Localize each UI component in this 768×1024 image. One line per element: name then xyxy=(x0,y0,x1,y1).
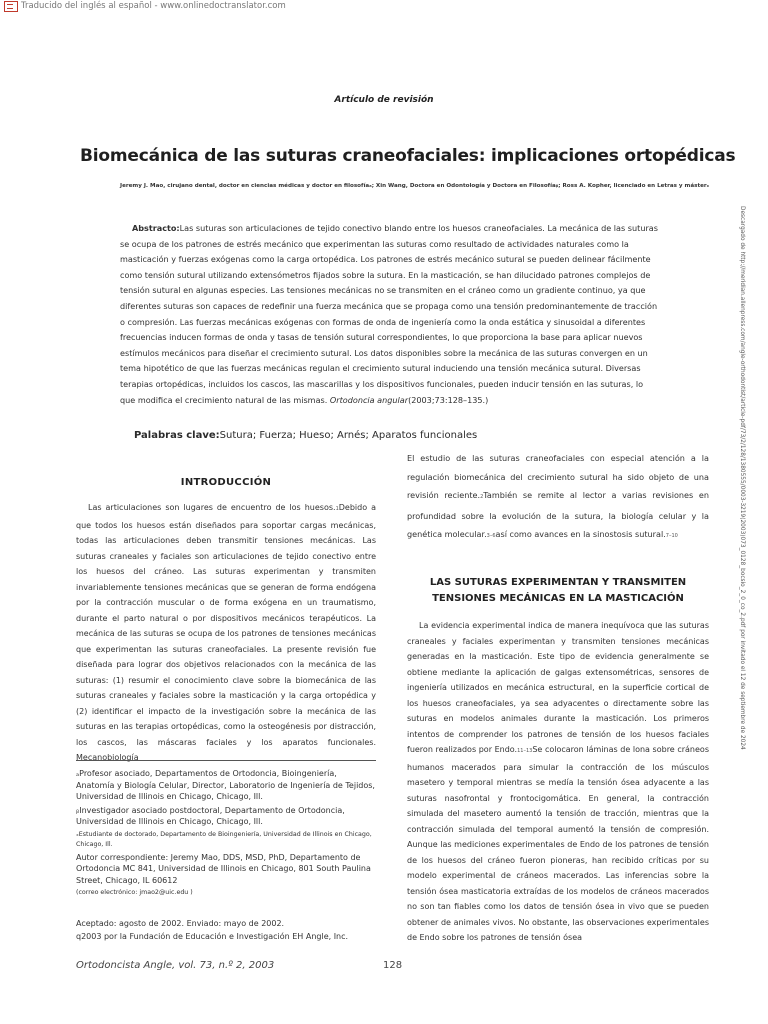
page-number: 128 xyxy=(383,960,403,971)
section2-paragraph: La evidencia experimental indica de manera inequívoca que las suturas craneales y faciales experimentan y transmiten tensiones mecánicas generadas en la masticación. Este tipo de evidencia generalmente se obtiene mediante la aplicación de galgas extensométricas, sensores de ingeniería utilizados en mecánica estructural, en la superficie cortical de los huesos craneofaciales, ya sea adyacentes o directamente sobre las suturas en modelos animales durante la masticación. Los primeros intentos de comprender los patrones de tensión de los huesos faciales fueron realizados por Endo.11–13Se colocaron láminas de lona sobre cráneos humanos macerados para simular la contracción de los músculos masetero y temporal mientras se medía la tensión ósea adyacente a las suturas nasofrontal y frontocigomática. En general, la contracción simulada del masetero aumentó la tensión de tracción, mientras que la contracción simulada del temporal aumentó la tensión de compresión. Aunque las mediciones experimentales de Endo de los patrones de tensión de los huesos del cráneo fueron pioneras, han recibido críticas por su modelo experimental de cráneos macerados. Las inferencias sobre la tensión ósea masticatoria extraídas de los modelos de cráneos macerados no son tan fiables como los datos de tensión ósea in vivo que se pueden obtener de animales vivos. No obstante, las observaciones experimentales de Endo sobre los patrones de tensión ósea xyxy=(407,621,709,942)
author-list: Jeremy J. Mao, cirujano dental, doctor en ciencias médicas y doctor en filosofíaₐ; Xin Wang, Doctora en Odontología y Doctora en Filosofíaᵦ; Ross A. Kopher, licenciado en Letras y másterₓ xyxy=(120,183,709,189)
intro-paragraph: Las articulaciones son lugares de encuentro de los huesos.1Debido a que todos los huesos están diseñados para soportar cargas mecánicas, todas las articulaciones deben transmitir tensiones mecánicas. Las suturas craneales y faciales son articulaciones de tejido conectivo entre los huesos del cráneo. Las suturas experimentan y transmiten invariablemente tensiones mecánicas que se generan de forma endógena por la contracción muscular o de forma exógena en un traumatismo, durante el parto natural o por dispositivos mecánicos terapéuticos. La mecánica de las suturas se ocupa de los patrones de tensiones mecánicas que experimentan las suturas craneofaciales. La presente revisión fue diseñada para lograr dos objetivos relacionados con la mecánica de las suturas: (1) resumir el conocimiento clave sobre la biomecánica de las suturas craneales y faciales sobre la masticación y la carga ortopédica y (2) identificar el impacto de la investigación sobre la mecánica de las suturas en las terapias ortopédicas, como la osteogénesis por distracción, los cascos, las máscaras faciales y los aparatos funcionales. Mecanobiología xyxy=(76,503,376,762)
journal-footer: Ortodoncista Angle, vol. 73, n.º 2, 2003 xyxy=(76,960,275,971)
keywords-text: Sutura; Fuerza; Hueso; Arnés; Aparatos funcionales xyxy=(219,430,478,441)
translator-bar xyxy=(0,0,286,12)
section2-body xyxy=(407,618,709,946)
abstract-citation-journal: Ortodoncia angular xyxy=(329,394,409,405)
footnote-email[interactable]: (correo electrónico: jmao2@uic.edu ) xyxy=(76,889,193,896)
footnote-affiliation-3: ₓEstudiante de doctorado, Departamento de Bioingeniería, Universidad de Illinois en Chicago, Chicago, Ill. xyxy=(76,830,372,848)
accepted-line: Aceptado: agosto de 2002. Enviado: mayo de 2002. xyxy=(76,919,285,928)
reference-marker[interactable]: 2 xyxy=(480,494,484,500)
article-title: Biomecánica de las suturas craneofaciales: implicaciones ortopédicas xyxy=(80,146,736,166)
copyright-line: q2003 por la Fundación de Educación e Investigación EH Angle, Inc. xyxy=(76,932,349,941)
footnote-divider xyxy=(76,760,376,761)
intro-column xyxy=(76,500,376,766)
section2-heading: LAS SUTURAS EXPERIMENTAN Y TRANSMITEN TENSIONES MECÁNICAS EN LA MASTICACIÓN xyxy=(429,577,687,604)
intro-heading: INTRODUCCIÓN xyxy=(180,477,272,488)
footnote-affiliation-1: ₐProfesor asociado, Departamentos de Ortodoncia, Bioingeniería, Anatomía y Biología Celular, Director, Laboratorio de Ingeniería de Tejidos, Universidad de Illinois en Chicago, Chicago, Ill. xyxy=(76,769,375,801)
abstract-label: Abstracto: xyxy=(132,223,180,233)
download-side-note[interactable]: Descargado de http://meridian.allenpress.com/angle-orthodontist/article-pdf/73/2/128/1380555/0003-3219(2003)073_0128_bocsio_2_0_co_2.pdf por invitado el 12 de septiembre de 2024 xyxy=(739,206,745,750)
abstract-text: Las suturas son articulaciones de tejido conectivo blando entre los huesos craneofaciales. La mecánica de las suturas se ocupa de los patrones de estrés mecánico que experimentan las suturas como resultado de actividades naturales como la masticación y fuerzas exógenas como la carga ortopédica. Los patrones de estrés mecánico sutural se pueden delinear fácilmente como tensión sutural utilizando extensómetros fijados sobre la sutura. En la masticación, se han dilucidado patrones complejos de tensión sutural en algunas especies. Las tensiones mecánicas no se transmiten en el cráneo como un gradiente continuo, ya que diferentes suturas son capaces de redefinir una fuerza mecánica que se propaga como una tensión predominantemente de tracción o compresión. Las fuerzas mecánicas exógenas con formas de onda de ingeniería como la onda estática y sinusoidal a diferentes frecuencias inducen formas de onda y tasas de tensión sutural correspondientes, lo que proporciona la base para aplicar nuevos estímulos mecánicos para diseñar el crecimiento sutural. Los datos disponibles sobre la mecánica de las suturas convergen en un tema hipotético de que las fuerzas mecánicas regulan el crecimiento sutural induciendo una tensión mecánica sutural. Diversas terapias ortopédicas, incluidos los cascos, las mascarillas y los dispositivos funcionales, pueden inducir tensión en las suturas, lo que modifica el crecimiento natural de las mismas. xyxy=(120,223,658,405)
footnote-corresponding-author: Autor correspondiente: Jeremy Mao, DDS, MSD, PhD, Departamento de Ortodoncia MC 841, Universidad de Illinois en Chicago, 801 South Paulina Street, Chicago, IL 60612 xyxy=(76,852,371,885)
translator-icon xyxy=(4,1,18,12)
footnote-affiliation-2: ᵦInvestigador asociado postdoctoral, Departamento de Ortodoncia, Universidad de Illinois en Chicago, Chicago, Ill. xyxy=(76,805,345,826)
translator-link[interactable]: Traducido del inglés al español - www.onlinedoctranslator.com xyxy=(21,1,286,11)
reference-marker[interactable]: 1 xyxy=(335,506,339,512)
reference-marker[interactable]: 11–13 xyxy=(517,748,533,754)
right-intro-paragraph: El estudio de las suturas craneofaciales con especial atención a la regulación biomecánica del crecimiento sutural ha sido objeto de una revisión reciente.2También se remite al lector a varias revisiones en profundidad sobre la evolución de la sutura, la biología celular y la genética molecular.3–6así como avances en la sinostosis sutural.7–10 xyxy=(407,453,710,539)
keywords-label: Palabras clave: xyxy=(134,430,220,441)
abstract-citation: (2003;73:128–135.) xyxy=(408,394,489,405)
reference-marker[interactable]: 3–6 xyxy=(486,533,496,539)
abstract xyxy=(120,221,660,408)
reference-marker[interactable]: 7–10 xyxy=(665,533,678,539)
footnotes xyxy=(76,768,376,900)
section-tag: Artículo de revisión xyxy=(334,95,434,105)
keywords xyxy=(134,430,654,441)
publication-dates xyxy=(76,917,386,943)
